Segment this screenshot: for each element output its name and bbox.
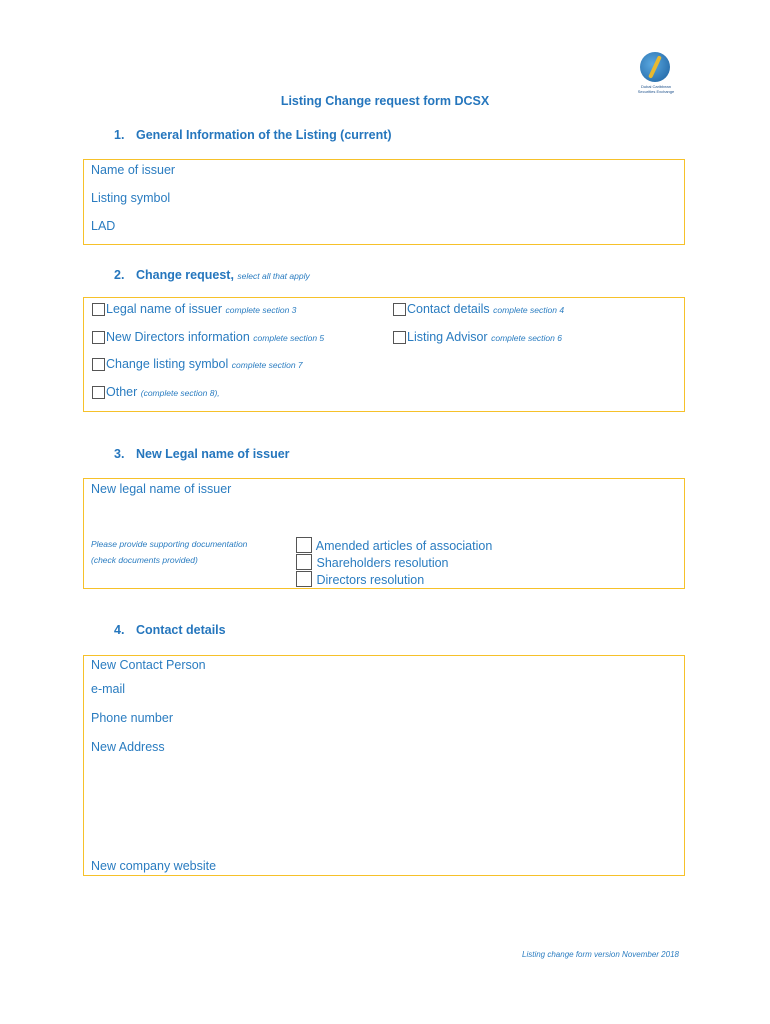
option-legal-name[interactable]: Legal name of issuer complete section 3 (92, 302, 296, 316)
option-new-directors[interactable]: New Directors information complete section 5 (92, 330, 324, 344)
field-phone-number[interactable]: Phone number (91, 711, 174, 725)
field-email[interactable]: e-mail (91, 682, 126, 696)
option-listing-advisor[interactable]: Listing Advisor complete section 6 (393, 330, 562, 344)
option-change-symbol[interactable]: Change listing symbol complete section 7 (92, 357, 303, 371)
field-name-of-issuer[interactable]: Name of issuer (91, 163, 176, 177)
footer-version: Listing change form version November 2018 (522, 950, 679, 959)
dcsx-logo (640, 52, 670, 82)
checkbox[interactable] (92, 303, 105, 316)
option-contact-details[interactable]: Contact details complete section 4 (393, 302, 564, 316)
field-listing-symbol[interactable]: Listing symbol (91, 191, 171, 205)
doc-note-2: (check documents provided) (91, 555, 198, 565)
checkbox[interactable] (92, 331, 105, 344)
checkbox[interactable] (296, 554, 312, 570)
checkbox[interactable] (296, 571, 312, 587)
doc-shareholders-resolution[interactable]: Shareholders resolution (296, 554, 449, 570)
page-title: Listing Change request form DCSX (280, 94, 490, 108)
section-4-box (83, 655, 685, 876)
checkbox[interactable] (393, 331, 406, 344)
section-2-box (83, 297, 685, 412)
doc-note-1: Please provide supporting documentation (91, 539, 248, 549)
field-new-legal-name[interactable]: New legal name of issuer (91, 482, 232, 496)
field-new-address[interactable]: New Address (91, 740, 165, 754)
doc-amended-articles[interactable]: Amended articles of association (296, 537, 492, 553)
logo-text: Dubai Caribbean Securities Exchange (637, 84, 675, 94)
section-1-box (83, 159, 685, 245)
checkbox[interactable] (296, 537, 312, 553)
field-lad[interactable]: LAD (91, 219, 116, 233)
field-new-contact-person[interactable]: New Contact Person (91, 658, 206, 672)
doc-directors-resolution[interactable]: Directors resolution (296, 571, 424, 587)
checkbox[interactable] (92, 386, 105, 399)
field-new-company-website[interactable]: New company website (91, 859, 217, 873)
checkbox[interactable] (92, 358, 105, 371)
form-page: Dubai Caribbean Securities Exchange Listing Change request form DCSX 1. General Information of the Listing (current) Name of issuer Listing symbol LAD 2. Change request, select all that apply Legal name of issuer complete section 3 Contact details complete section 4 New Directors information complete section 5 Listing Advisor complete section 6 Change listing symbol complete section 7 Other (complete section 8), 3. New Legal name of issuer New legal name of issuer Please provide supporting documentation (check documents provided) Amended articles of association Shareholders resolution Directors resolution 4. Contact details New Contact Person e-mail Phone number New Address New company website Listing change form version November 2018 (0, 0, 770, 1024)
checkbox[interactable] (393, 303, 406, 316)
option-other[interactable]: Other (complete section 8), (92, 385, 220, 399)
section-3-box (83, 478, 685, 589)
